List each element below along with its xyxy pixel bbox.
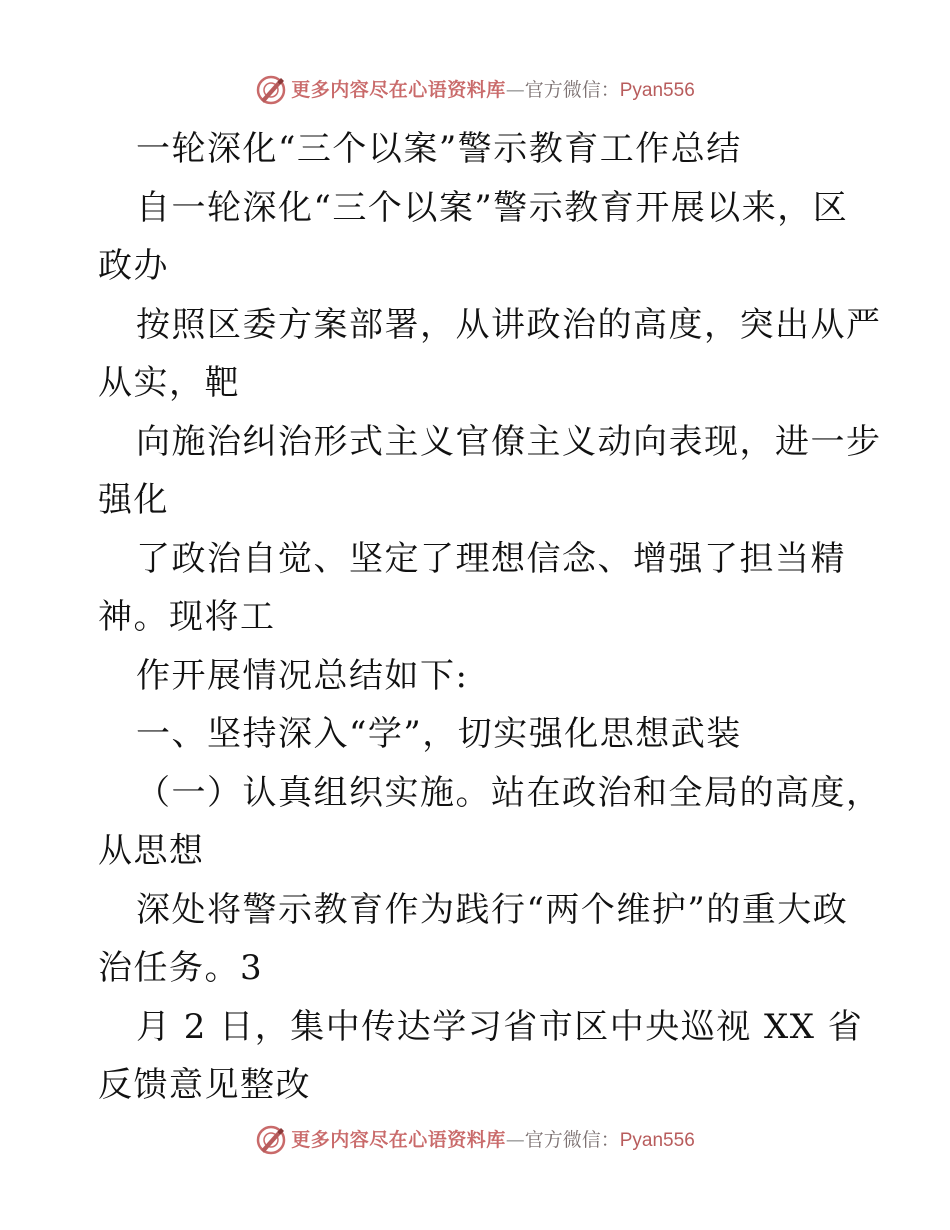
doc-line: 作开展情况总结如下:: [136, 655, 469, 696]
watermark-wechat-label: 官方微信：: [524, 1128, 620, 1151]
watermark-wechat-label: 官方微信：: [524, 78, 620, 101]
watermark-wechat-id: Pyan556: [619, 79, 695, 101]
doc-line: 从实，靶: [98, 363, 240, 403]
watermark-main-text: 更多内容尽在心语资料库: [291, 78, 506, 101]
watermark-separator: —: [505, 1128, 525, 1151]
doc-line: 治任务。3: [98, 948, 264, 988]
pen-logo-icon: [255, 1124, 287, 1156]
doc-title: 一轮深化“三个以案”警示教育工作总结: [136, 129, 742, 169]
doc-line: 反馈意见整改: [98, 1065, 311, 1105]
doc-line: 神。现将工: [98, 597, 276, 637]
doc-line: 政办: [98, 246, 169, 286]
doc-line: 自一轮深化“三个以案”警示教育开展以来，区: [136, 187, 849, 228]
pen-logo-icon: [255, 74, 287, 106]
footer-watermark: [0, 1122, 950, 1158]
doc-line: 月 2 日，集中传达学习省市区中央巡视 XX 省: [136, 1006, 864, 1047]
doc-line: （一）认真组织实施。站在政治和全局的高度，: [136, 772, 882, 813]
watermark-main-text: 更多内容尽在心语资料库: [291, 1128, 506, 1151]
doc-line: 深处将警示教育作为践行“两个维护”的重大政: [136, 889, 849, 930]
doc-line: 向施治纠治形式主义官僚主义动向表现，进一步: [136, 421, 882, 462]
section-heading: 一、坚持深入“学”，切实强化思想武装: [136, 714, 742, 754]
header-watermark: [0, 72, 950, 108]
doc-line: 了政治自觉、坚定了理想信念、增强了担当精: [136, 538, 846, 579]
doc-line: 强化: [98, 480, 169, 520]
document-body: [98, 120, 882, 1115]
watermark-wechat-id: Pyan556: [619, 1129, 695, 1151]
watermark-separator: —: [505, 78, 525, 101]
doc-line: 从思想: [98, 831, 205, 871]
doc-line: 按照区委方案部署，从讲政治的高度，突出从严: [136, 304, 882, 345]
